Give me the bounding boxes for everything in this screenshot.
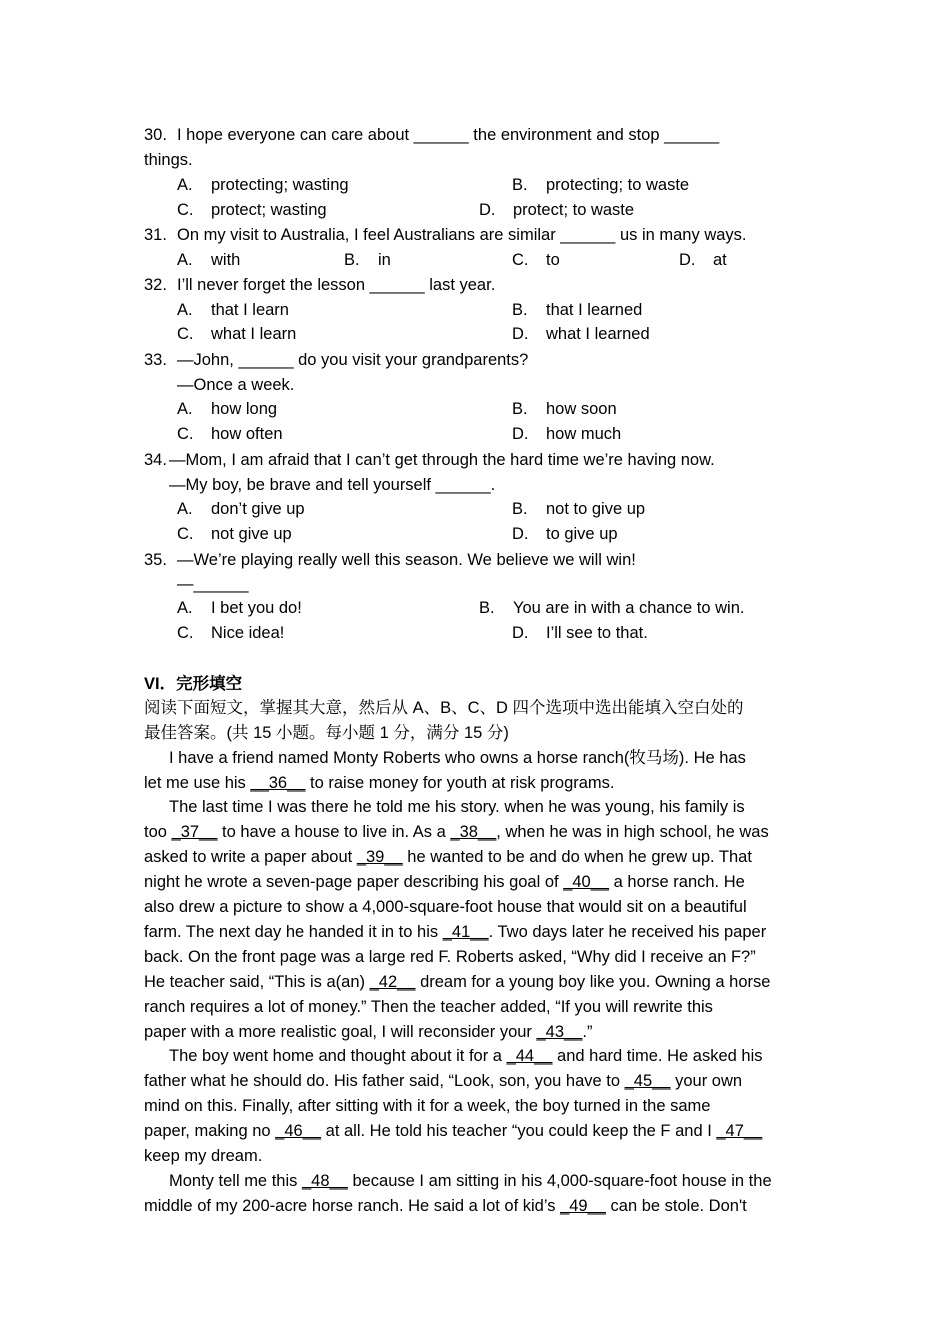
question-stem: —Mom, I am afraid that I can’t get through the hard time we’re having now. (169, 451, 715, 469)
passage-line: ranch requires a lot of money.” Then the teacher added, “If you will rewrite this (144, 998, 713, 1016)
question-number: 31. (144, 226, 167, 244)
passage-line: let me use his __36__ to raise money for youth at risk programs. (144, 774, 615, 792)
option-a: A. that I learn (177, 301, 289, 319)
question-stem: I hope everyone can care about ______ the environment and stop ______ (177, 126, 720, 144)
option-c: C. protect; wasting (177, 201, 327, 219)
passage-line: Monty tell me this _48__ because I am sitting in his 4,000-square-foot house in the (169, 1172, 772, 1190)
passage-line: paper, making no _46__ at all. He told his teacher “you could keep the F and I _47__ (144, 1122, 763, 1140)
blank-44: _44__ (506, 1047, 553, 1065)
option-a: A. protecting; wasting (177, 176, 349, 194)
option-b: B. how soon (512, 400, 617, 418)
option-a: A. don’t give up (177, 500, 305, 518)
blank-42: _42__ (369, 973, 416, 991)
section-instructions: 阅读下面短文，掌握其大意，然后从 A、B、C、D 四个选项中选出能填入空白处的 (144, 699, 744, 717)
passage-line: mind on this. Finally, after sitting with it for a week, the boy turned in the same (144, 1097, 711, 1115)
question-stem-cont: things. (144, 151, 193, 169)
question-number: 33. (144, 351, 167, 369)
blank-43: _43__ (536, 1023, 583, 1041)
blank-40: _40__ (563, 873, 610, 891)
blank-49: _49__ (560, 1197, 606, 1215)
question-stem: On my visit to Australia, I feel Australians are similar ______ us in many ways. (177, 226, 747, 244)
passage-line: too _37__ to have a house to live in. As a _38__, when he was in high school, he was (144, 823, 769, 841)
option-c: C. not give up (177, 525, 292, 543)
question-number: 34. (144, 451, 167, 469)
question-stem: —We’re playing really well this season. We believe we will win! (177, 551, 636, 569)
question-stem-cont: —Once a week. (177, 376, 295, 394)
option-c: C. Nice idea! (177, 624, 285, 642)
option-b: B. You are in with a chance to win. (479, 599, 745, 617)
question-stem: I’ll never forget the lesson ______ last year. (177, 276, 496, 294)
option-b: B. in (344, 251, 391, 269)
option-b: B. protecting; to waste (512, 176, 690, 194)
passage-line: paper with a more realistic goal, I will reconsider your _43__.” (144, 1023, 593, 1041)
blank-48: _48__ (301, 1172, 348, 1190)
blank-37: _37__ (171, 823, 218, 841)
option-c: C. how often (177, 425, 283, 443)
passage-line: back. On the front page was a large red F. Roberts asked, “Why did I receive an F?” (144, 948, 756, 966)
blank-39: _39__ (356, 848, 403, 866)
blank-46: _46__ (275, 1122, 322, 1140)
blank-45: _45__ (624, 1072, 671, 1090)
passage-line: also drew a picture to show a 4,000-square-foot house that would sit on a beautiful (144, 898, 747, 916)
option-b: B. that I learned (512, 301, 643, 319)
blank-38: _38__ (450, 823, 497, 841)
passage-line: The boy went home and thought about it for a _44__ and hard time. He asked his (169, 1047, 763, 1065)
passage-line: The last time I was there he told me his story. when he was young, his family is (169, 798, 745, 816)
option-c: C. what I learn (177, 325, 297, 343)
option-d: D. I’ll see to that. (512, 624, 648, 642)
option-d: D. how much (512, 425, 622, 443)
option-a: A. with (177, 251, 241, 269)
question-number: 30. (144, 126, 167, 144)
passage-line: farm. The next day he handed it in to his _41__. Two days later he received his paper (144, 923, 767, 941)
question-stem-cont: —My boy, be brave and tell yourself ______. (169, 476, 496, 494)
passage-line: father what he should do. His father said, “Look, son, you have to _45__ your own (144, 1072, 743, 1090)
passage-line: He teacher said, “This is a(an) _42__ dream for a young boy like you. Owning a horse (144, 973, 771, 991)
question-stem: —John, ______ do you visit your grandparents? (177, 351, 529, 369)
option-d: D. what I learned (512, 325, 650, 343)
blank-47: _47__ (716, 1122, 763, 1140)
blank-36: __36__ (250, 774, 306, 792)
passage-line: keep my dream. (144, 1147, 263, 1165)
question-number: 32. (144, 276, 167, 294)
passage-line: middle of my 200-acre horse ranch. He said a lot of kid’s _49__ can be stole. Don't (144, 1197, 747, 1215)
passage-line: asked to write a paper about _39__ he wanted to be and do when he grew up. That (144, 848, 752, 866)
option-a: A. how long (177, 400, 278, 418)
option-a: A. I bet you do! (177, 599, 302, 617)
option-d: D. to give up (512, 525, 618, 543)
option-d: D. at (679, 251, 727, 269)
section-title: VI．完形填空 (144, 675, 243, 693)
section-instructions-cont: 最佳答案。(共 15 小题。每小题 1 分，满分 15 分) (144, 724, 509, 742)
option-c: C. to (512, 251, 560, 269)
option-b: B. not to give up (512, 500, 646, 518)
blank-41: _41__ (442, 923, 489, 941)
question-number: 35. (144, 551, 167, 569)
question-stem-cont: —______ (177, 575, 249, 593)
option-d: D. protect; to waste (479, 201, 635, 219)
passage-line: night he wrote a seven-page paper describing his goal of _40__ a horse ranch. He (144, 873, 745, 891)
passage-line: I have a friend named Monty Roberts who owns a horse ranch(牧马场). He has (169, 749, 746, 767)
